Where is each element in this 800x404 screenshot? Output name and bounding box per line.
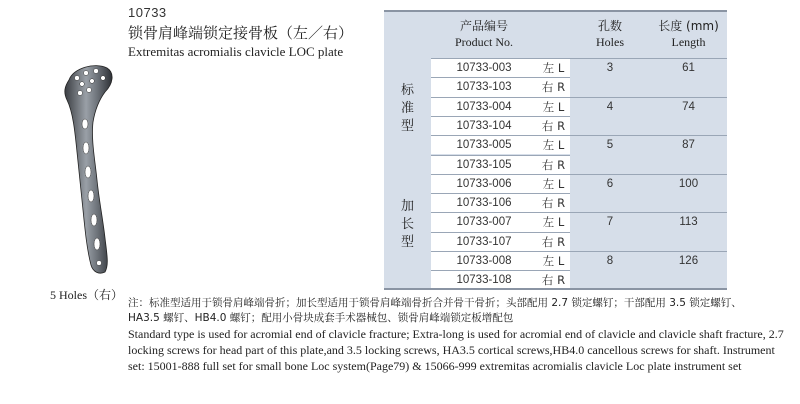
holes-cell: 8 [606, 255, 614, 267]
product-code-cell: 10733-004 [456, 100, 512, 113]
image-caption: 5 Holes（右） [50, 288, 123, 302]
header-product-no [431, 12, 537, 58]
side-cell: 右 R [541, 273, 566, 288]
spec-table [384, 10, 727, 290]
header-holes-en: Holes [596, 35, 624, 49]
header-length-en: Length [671, 35, 706, 49]
header-product-no-en: Product No. [455, 35, 513, 49]
product-code-cell: 10733-007 [456, 216, 512, 229]
header-length [650, 12, 727, 58]
clavicle-plate-image [55, 60, 125, 275]
side-cell: 右 R [541, 80, 566, 95]
note-en: Standard type is used for acromial end of clavicle fracture; Extra-long is used for acromial end of clavicle and clavicle shaft fracture, 2.7 locking screws for head part of this plate,and 3.5 locking screws, HA3.5 cortical screws,HB4.0 cancellous screws for shaft. Instrument set: 15001-888 full set for small bone Loc system(Page79) & 15066-999 extremitas acromialis clavicle Loc plate instrument set [128, 327, 784, 373]
header-product-no-cn: 产品编号 [459, 19, 508, 33]
length-cell: 87 [682, 139, 695, 152]
header-holes [570, 12, 650, 58]
header-length-cn: 长度 (mm) [658, 19, 719, 33]
length-cell: 74 [682, 100, 695, 113]
side-cell: 右 R [541, 118, 566, 133]
product-code-cell: 10733-005 [456, 139, 512, 152]
length-cell: 61 [682, 62, 695, 74]
holes-cell: 4 [606, 100, 614, 113]
side-cell: 右 R [541, 196, 566, 211]
length-cell: 100 [678, 177, 699, 190]
side-cell: 左 L [542, 254, 565, 268]
group-label-standard: 标 准 型 [400, 83, 414, 134]
product-title-cn: 锁骨肩峰端锁定接骨板（左／右） [128, 24, 354, 42]
holes-cell: 5 [606, 139, 614, 152]
product-code-cell: 10733-008 [456, 255, 512, 267]
product-code-cell: 10733-107 [456, 235, 512, 248]
product-code-cell: 10733-106 [456, 197, 512, 210]
holes-cell: 7 [606, 216, 614, 229]
note-cn-line2: HA3.5 螺钉、HB4.0 螺钉；配用小骨块成套手术器械包、锁骨肩峰端锁定板增配包 [128, 312, 514, 324]
length-cell: 126 [678, 255, 699, 267]
side-cell: 右 R [541, 234, 566, 249]
side-cell: 左 L [542, 61, 565, 75]
header-holes-cn: 孔数 [597, 19, 622, 33]
side-cell: 右 R [541, 157, 566, 172]
product-code-cell: 10733-104 [456, 119, 512, 132]
side-cell: 左 L [542, 215, 565, 230]
product-code-cell: 10733-006 [456, 177, 512, 190]
side-cell: 左 L [542, 99, 565, 114]
side-cell: 左 L [542, 176, 565, 191]
holes-cell: 6 [606, 177, 614, 190]
product-title-en: Extremitas acromialis clavicle LOC plate [128, 44, 344, 59]
product-code-cell: 10733-108 [456, 274, 512, 287]
product-code: 10733 [128, 5, 167, 20]
product-code-cell: 10733-003 [456, 62, 512, 74]
group-label-extended: 加 长 型 [400, 199, 414, 250]
side-cell: 左 L [542, 138, 565, 153]
table-bottom-rule [384, 288, 727, 290]
product-code-cell: 10733-105 [456, 158, 512, 171]
holes-cell: 3 [606, 62, 614, 74]
note-cn-line1: 注：标准型适用于锁骨肩峰端骨折；加长型适用于锁骨肩峰端骨折合并骨干骨折；头部配用 2.7 锁定螺钉；干部配用 3.5 锁定螺钉、 [128, 297, 742, 309]
product-code-cell: 10733-103 [456, 81, 512, 94]
length-cell: 113 [679, 216, 698, 229]
usage-note [128, 296, 788, 374]
